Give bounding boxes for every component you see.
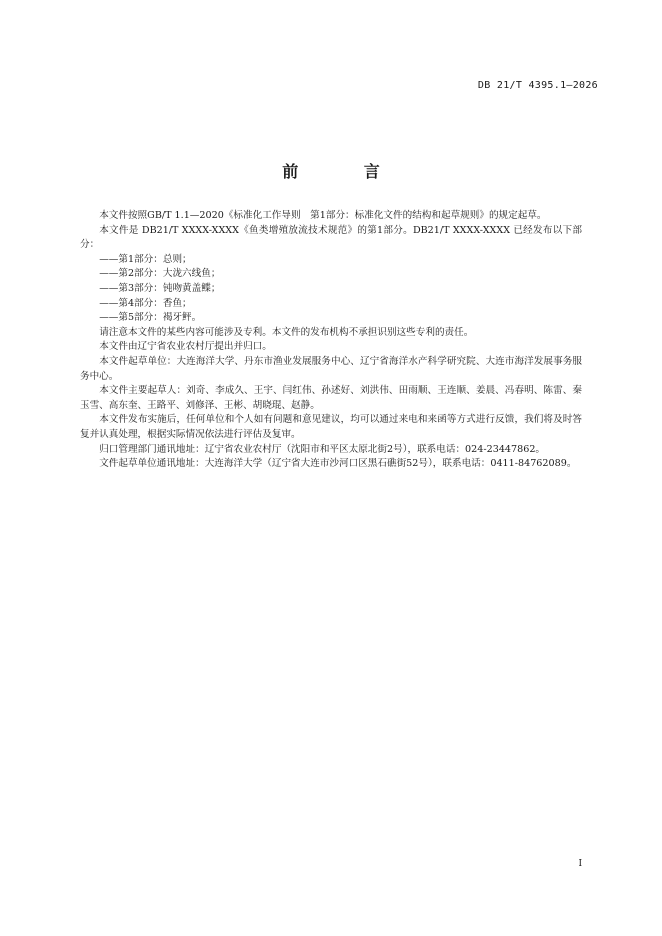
page-number: I: [578, 859, 582, 869]
page-title: 前 言: [282, 162, 410, 181]
paragraph-feedback: 本文件发布实施后，任何单位和个人如有问题和意见建议，均可以通过来电和来函等方式进行反馈，我们将及时答复并认真处理，根据实际情况依法进行评估及复审。: [80, 414, 582, 440]
foreword-body: [80, 209, 582, 472]
paragraph-series-intro: 本文件是 DB21/T XXXX-XXXX《鱼类增殖放流技术规范》的第1部分。DB21/T XXXX-XXXX 已经发布以下部分：: [80, 224, 582, 251]
paragraph-drafting-units: 本文件起草单位：大连海洋大学、丹东市渔业发展服务中心、辽宁省海洋水产科学研究院、大连市海洋发展事务服务中心。: [80, 355, 582, 382]
list-item-part: ——第4部分：香鱼；: [99, 297, 192, 309]
paragraph-drafting-basis: 本文件按照GB/T 1.1—2020《标准化工作导则 第1部分：标准化文件的结构和起草规则》的规定起草。: [99, 210, 547, 221]
list-item-part: ——第2部分：大泷六线鱼；: [99, 268, 221, 280]
paragraph-proposer: 本文件由辽宁省农业农村厅提出并归口。: [99, 341, 272, 353]
document-code: DB 21/T 4395.1—2026: [477, 80, 598, 91]
list-item-part: ——第3部分：钝吻黄盖鲽；: [99, 282, 221, 294]
paragraph-drafters: 本文件主要起草人：刘奇、李成久、王宇、闫红伟、孙述好、刘洪伟、田雨顺、王连顺、姜晨、冯春明、陈雷、秦玉雪、高东奎、王路平、刘修泽、王彬、胡晓琨、赵静。: [80, 385, 582, 411]
list-item-part: ——第1部分：总则；: [99, 253, 192, 265]
paragraph-drafter-address: 文件起草单位通讯地址：大连海洋大学（辽宁省大连市沙河口区黑石礁街52号），联系电话：0411-84762089。: [99, 458, 577, 470]
paragraph-authority-address: 归口管理部门通讯地址：辽宁省农业农村厅（沈阳市和平区太原北街2号），联系电话：024-23447862。: [99, 443, 546, 455]
list-item-part: ——第5部分：褐牙鲆。: [99, 312, 202, 324]
paragraph-patent-notice: 请注意本文件的某些内容可能涉及专利。本文件的发布机构不承担识别这些专利的责任。: [99, 326, 474, 338]
